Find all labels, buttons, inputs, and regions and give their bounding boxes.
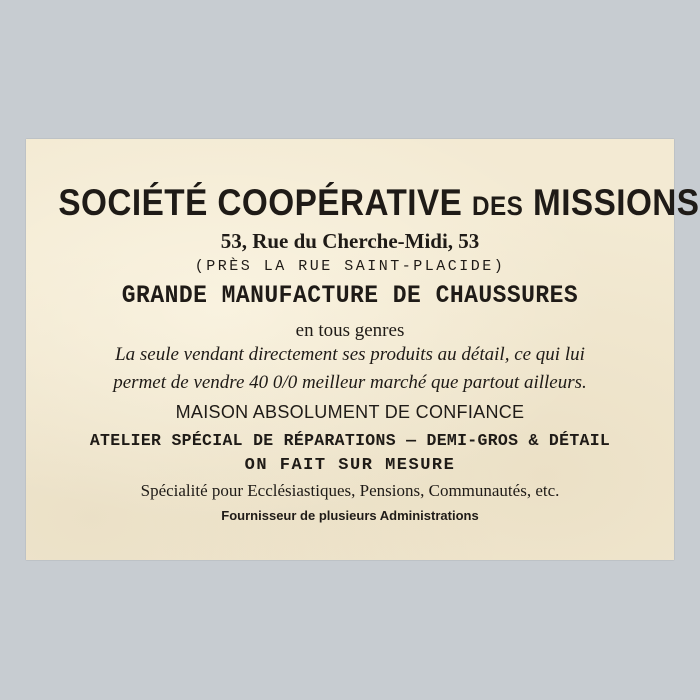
trade-card	[26, 139, 700, 560]
address-line: 53, Rue du Cherche-Midi, 53	[220, 229, 480, 253]
genres-line: en tous genres	[295, 320, 405, 341]
title-des: DES	[472, 191, 524, 221]
mesure-line: ON FAIT SUR MESURE	[244, 456, 456, 475]
manufacture-heading: GRANDE MANUFACTURE DE CHAUSSURES	[121, 281, 579, 310]
description-line-1: La seule vendant directement ses produits au détail, ce qui lui	[115, 344, 585, 365]
description-line-2: permet de vendre 40 0/0 meilleur marché que partout ailleurs.	[113, 372, 587, 393]
title-end: MISSIONS	[533, 182, 700, 223]
title-main: SOCIÉTÉ COOPÉRATIVE	[58, 182, 463, 223]
near-line: (PRÈS LA RUE SAINT-PLACIDE)	[194, 258, 506, 275]
atelier-line: ATELIER SPÉCIAL DE RÉPARATIONS — DEMI-GROS & DÉTAIL	[89, 431, 611, 450]
company-title	[58, 182, 700, 224]
fournisseur-line: Fournisseur de plusieurs Administrations	[221, 508, 479, 523]
maison-line: MAISON ABSOLUMENT DE CONFIANCE	[175, 402, 525, 422]
specialite-line: Spécialité pour Ecclésiastiques, Pensions, Communautés, etc.	[140, 481, 560, 500]
